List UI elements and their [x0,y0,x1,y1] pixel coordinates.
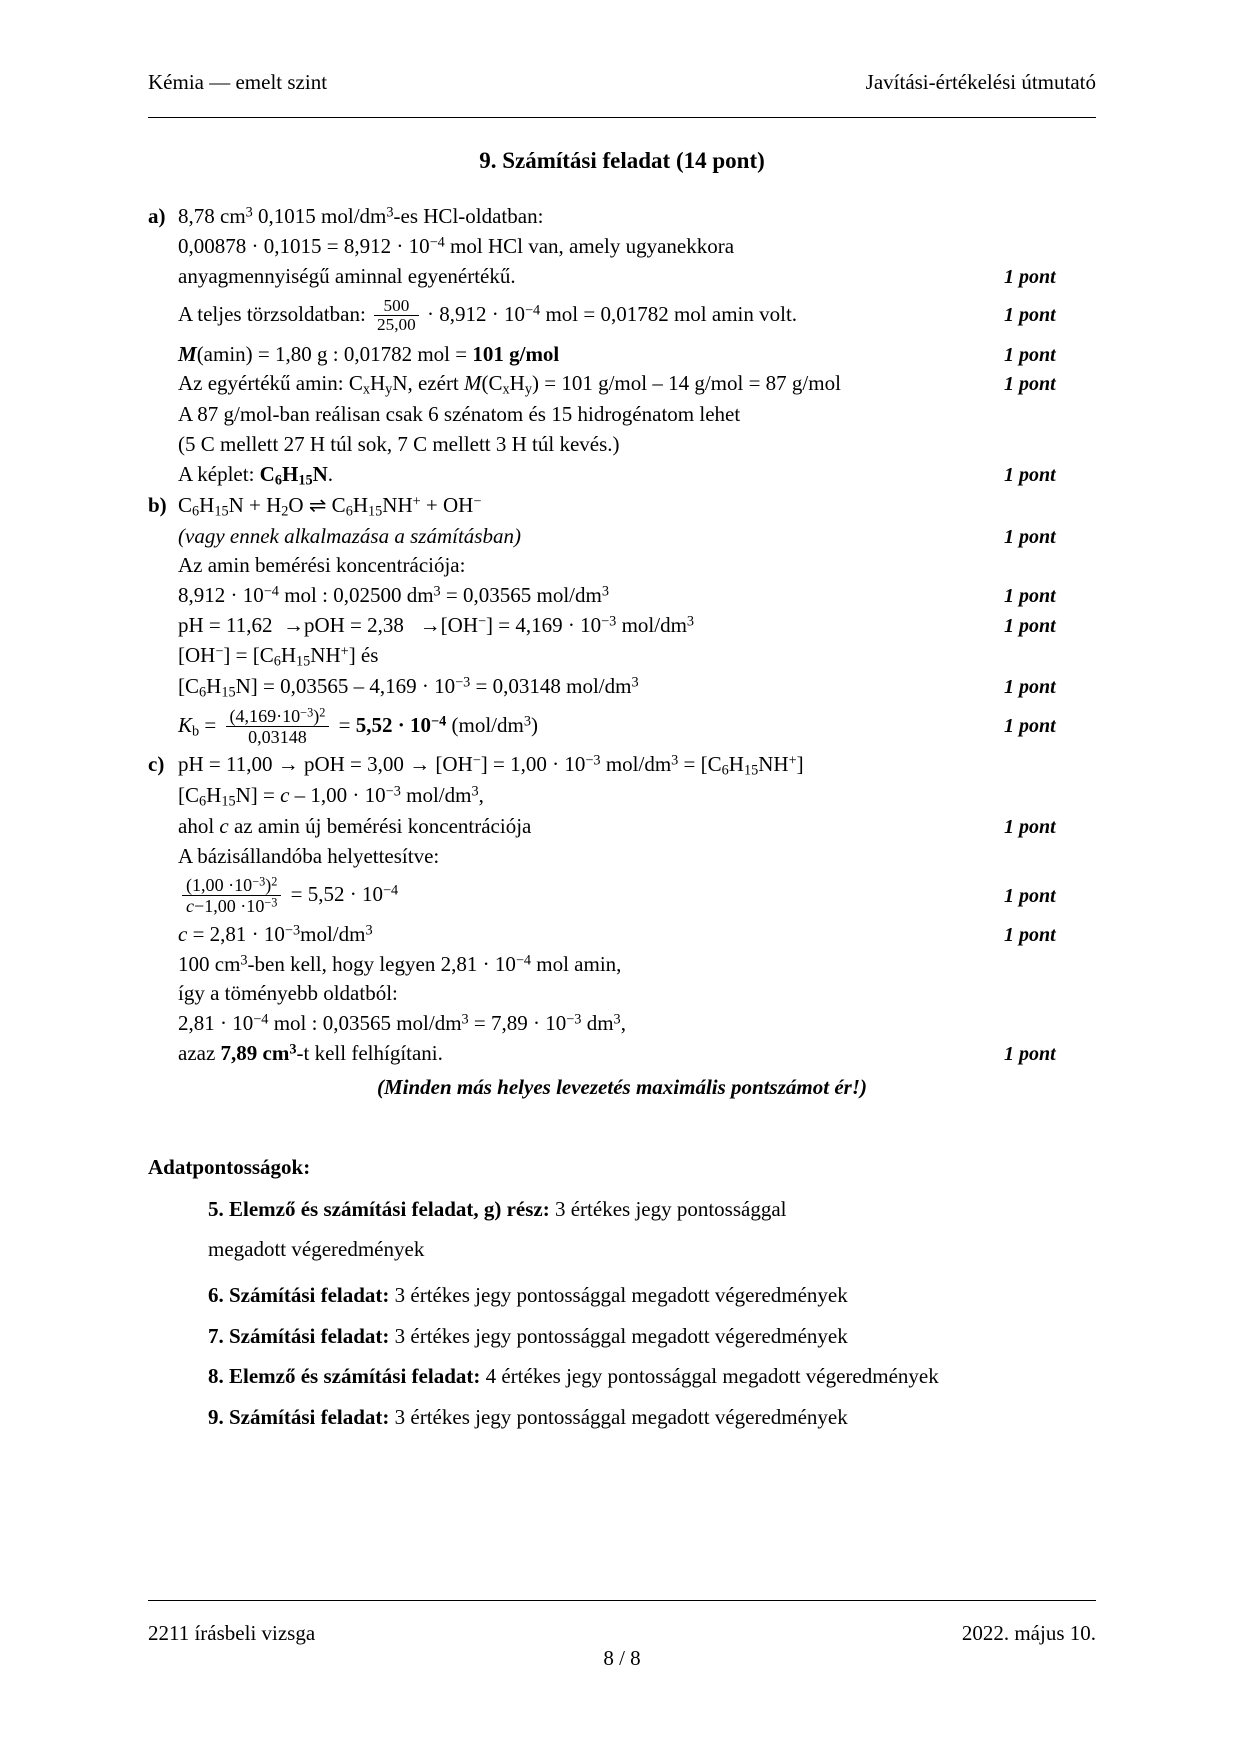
solution-line [148,369,1096,400]
final-note: (Minden más helyes levezetés maximális pontszámot ér!) [377,1074,867,1099]
solution-line [148,979,1096,1009]
solution-line [148,460,1096,491]
line-text: $\frac{(1,00 \cdot 10^{-3})^2}{c-1,00 \cdot 10^{-3}}$ = $5,52 \cdot 10^{-4}$ [148,875,1004,916]
point-label: 1 pont [1004,265,1056,288]
accuracy-item [208,1194,1096,1224]
line-text: $0,00878 \cdot 0,1015 = 8,912 \cdot 10^{-4}$ mol HCl van, amely ugyanekkora [178,234,735,258]
item-marker-c: c) [148,752,165,777]
line-text: anyagmennyiségű aminnal egyenértékű. [178,263,516,288]
point-label: 1 pont [1004,1042,1056,1065]
point-label: 1 pont [1004,816,1056,839]
item-marker-b: b) [148,492,167,517]
footer-divider [148,1600,1096,1601]
solution-line [148,842,1096,872]
solution-line [148,641,1096,672]
header-subject: Kémia — emelt szint [148,70,328,94]
line-text: $[OH^-] = [C_6H_{15}NH^+]$ és [178,642,379,670]
header-doctype: Javítási-értékelési útmutató [865,70,1096,94]
accuracy-item [208,1402,1096,1432]
solution-line [148,262,1096,292]
accuracy-item-title: 8. Elemző és számítási feladat: [208,1364,481,1389]
accuracy-item-title: 7. Számítási feladat: [208,1323,390,1348]
solution-line [148,491,1096,522]
line-text: b) $C_6H_{15}N + H_2O$ ⇌ $C_6H_{15}NH^+ + OH^-$ [148,492,482,520]
line-text: $c = 2,81 \cdot 10^{-3}mol/dm^3$ [178,921,373,946]
line-text: c) pH = 11,00 → pOH = $3,00 \to [OH^-] = 1,00 \cdot 10^{-3}$ mol/$dm^3 = [C_6H_{15}NH^+]$ [148,752,804,780]
line-text: pH = $11,62 \to pOH = 2,38 \to[OH^-] = 4,169 \cdot 10^{-3}$ mol/$dm^3$ [178,612,695,637]
accuracy-item-text: megadott végeredmények [208,1237,425,1262]
line-text: azaz 7,89 $cm^3-t$ kell felhígítani. [178,1040,443,1065]
footer-exam-code: 2211 írásbeli vizsga [148,1621,316,1645]
accuracy-item-title: 6. Számítási feladat: [208,1283,390,1308]
accuracy-item-title: 5. Elemző és számítási feladat, g) rész: [208,1196,550,1221]
point-label: 1 pont [1004,585,1056,608]
line-text: $2,81 \cdot 10^{-4}$ mol : 0,03565 mol/$dm^3 = 7,89 \cdot 10^{-3}$ $dm^3$, [178,1011,626,1036]
line-text: (5 C mellett 27 H túl sok, 7 C mellett 3 H túl kevés.) [178,432,620,457]
page-footer [148,1600,1096,1670]
point-label: 1 pont [1004,373,1056,396]
line-text: 100 $cm^3$-ben kell, hogy legyen $2,81 \cdot 10^{-4}$ mol amin, [178,951,622,976]
page-header [148,70,1096,95]
point-label: 1 pont [1004,463,1056,486]
solution-line [148,672,1096,703]
line-text: Az amin bemérési koncentrációja: [178,553,466,578]
solution-line [148,202,1096,232]
accuracy-item-title: 9. Számítási feladat: [208,1404,390,1429]
accuracy-item-continuation [208,1234,1096,1264]
accuracy-item-text: 3 értékes jegy pontossággal megadott végeredmények [389,1323,848,1348]
line-text: $K_b$ = $\frac{(4,169\cdot 10^{-3})^2}{0,03148}$ = $5,52 \cdot 10^{-4}$ $(mol/dm^3)$ [178,705,538,747]
line-text: $[C_6H_{15}N] = 0,03565 - 4,169 \cdot 10^{-3} = 0,03148$ mol/$dm^3$ [178,673,639,701]
solution-line [148,340,1096,370]
solution-line [148,430,1096,460]
footer-date: 2022. május 10. [961,1621,1096,1645]
solution-line [148,232,1096,262]
line-text: A teljes törzsoldatban: $\frac{500}{25,00}$ · $8,912 \cdot 10^{-4}$ mol = 0,01782 mol amin volt. [178,295,798,335]
accuracy-item-text: 3 értékes jegy pontossággal megadott végeredmények [389,1404,848,1429]
footer-page-number: 8 / 8 [603,1646,641,1670]
accuracy-item [208,1361,1096,1391]
accuracy-item-text: 3 értékes jegy pontossággal megadott végeredmények [389,1283,848,1308]
page-content [148,70,1096,1442]
item-marker-a: a) [148,204,166,229]
line-text: Az egyértékű amin: $C_xH_yN$, ezért $M(C_xH_y) = 101$ g/mol – 14 g/mol = 87 g/mol [178,371,841,398]
line-text: (vagy ennek alkalmazása a számításban) [178,523,521,548]
line-text: a) 8,78 $cm^3$ 0,1015 mol/$dm^3-es$ HCl-oldatban: [148,202,1004,232]
fraction-500-25: $\frac{500}{25,00}$ [374,297,419,335]
point-label: 1 pont [1004,923,1056,946]
line-text: $[C_6H_{15}N] = c - 1,00 \cdot 10^{-3}$ mol/$dm^3$, [178,783,484,810]
line-text: $8,912 \cdot 10^{-4}$ mol : 0,02500 $dm^3 = 0,03565$ mol/$dm^3$ [178,583,609,608]
page-title: 9. Számítási feladat (14 pont) [479,148,765,174]
fraction-substitution: $\frac{(1,00 \cdot 10^{-3})^2}{c-1,00 \cdot 10^{-3}}$ [182,875,281,916]
accuracy-heading: Adatpontosságok: [148,1154,311,1179]
point-label: 1 pont [1004,525,1056,548]
solution-line [148,920,1096,950]
line-text: A 87 g/mol-ban reálisan csak 6 szénatom és 15 hidrogénatom lehet [178,402,741,427]
point-label: 1 pont [1004,675,1056,698]
solution-line [148,292,1096,340]
line-text: M(amin) = 1,80 g : 0,01782 mol = 101 g/mol [178,341,560,366]
point-label: 1 pont [1004,884,1056,907]
solution-line [148,812,1096,842]
solution-line [148,1039,1096,1069]
header-divider [148,117,1096,118]
solution-line [148,872,1096,920]
line-text: ahol c az amin új bemérési koncentrációja [178,814,532,839]
point-label: 1 pont [1004,304,1056,327]
accuracy-item [208,1280,1096,1310]
point-label: 1 pont [1004,614,1056,637]
line-text: A képlet: $C_6H_{15}N$. [178,461,333,489]
solution-line [148,551,1096,581]
solution-line [148,400,1096,430]
solution-line [148,1009,1096,1039]
solution-body [148,202,1096,1102]
solution-line [148,702,1096,750]
solution-line [148,950,1096,980]
solution-line [148,750,1096,781]
solution-line [148,611,1096,641]
accuracy-item [208,1321,1096,1351]
point-label: 1 pont [1004,343,1056,366]
line-text: A bázisállandóba helyettesítve: [178,843,440,868]
solution-line [148,781,1096,812]
point-label: 1 pont [1004,715,1056,738]
solution-line [148,581,1096,611]
line-text: így a töményebb oldatból: [178,981,398,1006]
accuracy-item-text: 3 értékes jegy pontossággal [549,1196,787,1221]
accuracy-item-text: 4 értékes jegy pontossággal megadott végeredmények [480,1364,939,1389]
fraction-kb: $\frac{(4,169\cdot 10^{-3})^2}{0,03148}$ [226,706,330,747]
solution-line [148,522,1096,552]
